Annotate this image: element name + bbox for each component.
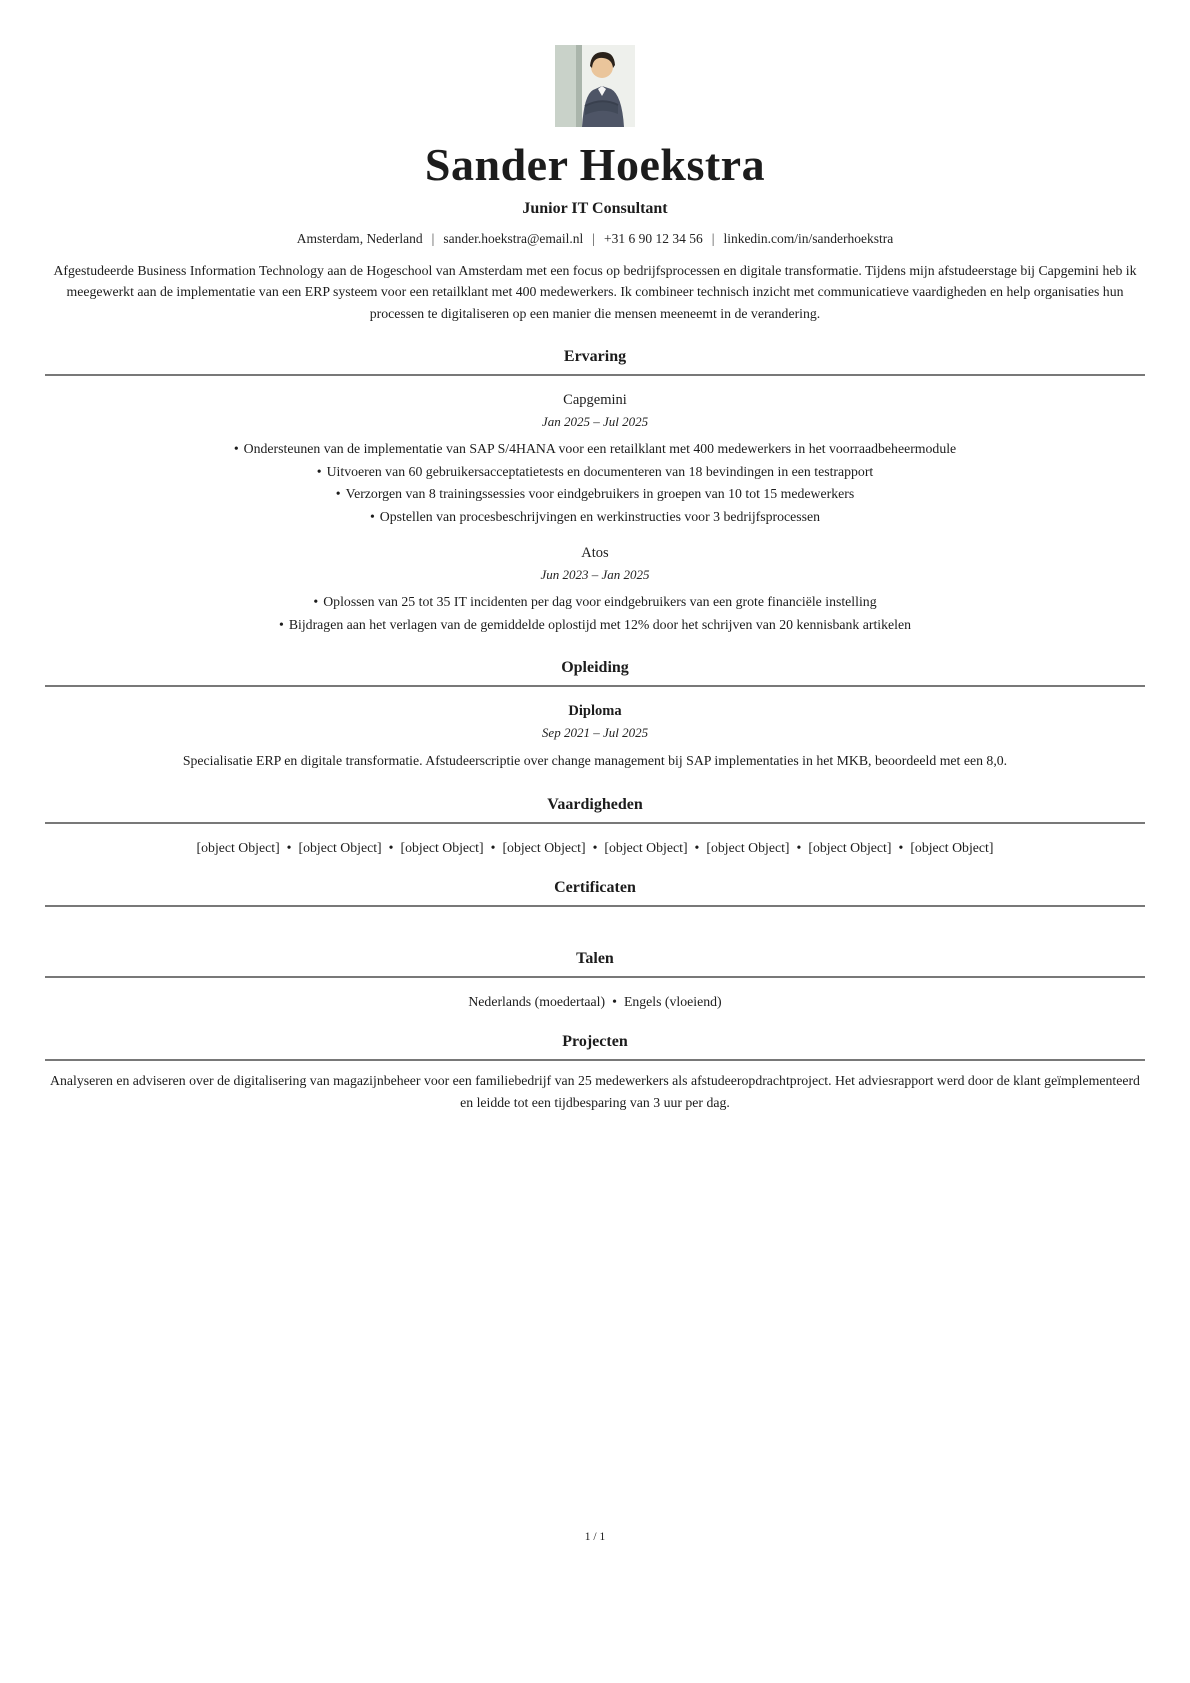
job-bullet	[45, 438, 1145, 461]
pipe-separator: |	[592, 230, 595, 246]
job-bullet-list	[45, 591, 1145, 637]
degree-name: Diploma	[568, 703, 622, 720]
bullet-glyph: •	[278, 616, 284, 632]
job-bullet-text: Uitvoeren van 60 gebruikersacceptatietests en documenteren van 18 bevindingen in een testrapport	[326, 463, 874, 479]
section-heading-opleiding: Opleiding	[45, 659, 1145, 687]
contact-location: Amsterdam, Nederland	[296, 230, 423, 246]
bullet-separator: •	[612, 993, 617, 1009]
section-vaardigheden	[45, 796, 1145, 856]
job-bullet	[45, 461, 1145, 484]
job-bullet-list	[45, 438, 1145, 529]
job-title: Junior IT Consultant	[522, 199, 668, 217]
contact-email: sander.hoekstra@email.nl	[443, 230, 584, 246]
page-number: 1 / 1	[584, 1531, 606, 1543]
job-bullet	[45, 614, 1145, 637]
bullet-glyph: •	[233, 440, 239, 456]
profile-photo	[555, 45, 635, 127]
job-bullet-text: Opstellen van procesbeschrijvingen en werkinstructies voor 3 bedrijfsprocessen	[379, 509, 821, 525]
bullet-glyph: •	[316, 463, 322, 479]
pipe-separator: |	[711, 230, 715, 246]
summary-text: Afgestudeerde Business Information Technology aan de Hogeschool van Amsterdam met een focus op bedrijfsprocessen en digitale transformatie. Tijdens mijn afstudeerstage bij Capgemini heb ik meegewerkt aan de implementatie van een ERP systeem voor een retailklant met 400 medewerkers. Ik combineer technisch inzicht met communicatieve vaardigheden en help organisaties hun processen te digitaliseren op een manier die mensen meeneemt in de verandering.	[53, 262, 1137, 322]
language-item: Engels (vloeiend)	[623, 993, 722, 1009]
bullet-glyph: •	[369, 509, 375, 525]
job-bullet	[45, 591, 1145, 614]
job-bullet	[45, 506, 1145, 529]
project-description: Analyseren en adviseren over de digitalisering van magazijnbeheer voor een familiebedrijf van 25 medewerkers als afstudeeropdrachtproject. Het adviesrapport werd door de klant geïmplementeerd en leidde tot een tijdbesparing van 3 uur per dag.	[50, 1072, 1140, 1110]
bullet-separator: •	[796, 839, 802, 855]
bullet-separator: •	[388, 839, 394, 855]
job-bullet-text: Bijdragen aan het verlagen van de gemiddelde oplostijd met 12% door het schrijven van 20 kennisbank artikelen	[288, 616, 912, 632]
job-dates: Jun 2023 – Jan 2025	[540, 566, 650, 582]
skill-item: [object Object]	[502, 839, 586, 855]
contact-line	[45, 231, 1145, 247]
languages-list	[45, 994, 1145, 1010]
skills-list	[45, 840, 1145, 856]
education-dates: Sep 2021 – Jul 2025	[541, 725, 649, 741]
skill-item: [object Object]	[808, 839, 892, 855]
bullet-separator: •	[592, 839, 598, 855]
education-description: Specialisatie ERP en digitale transformatie. Afstudeerscriptie over change management bij SAP implementaties in het MKB, beoordeeld met een 8,0.	[182, 753, 1008, 769]
section-projecten	[45, 1033, 1145, 1114]
bullet-separator: •	[694, 839, 700, 855]
candidate-name: Sander Hoekstra	[424, 139, 766, 190]
section-heading-ervaring: Ervaring	[45, 348, 1145, 376]
job-entry-atos	[45, 545, 1145, 637]
pipe-separator: |	[431, 230, 435, 246]
section-heading-projecten: Projecten	[45, 1033, 1145, 1061]
job-dates: Jan 2025 – Jul 2025	[541, 413, 649, 429]
skill-item: [object Object]	[400, 839, 484, 855]
bullet-glyph: •	[313, 593, 319, 609]
job-entry-capgemini	[45, 392, 1145, 529]
job-bullet-text: Ondersteunen van de implementatie van SAP S/4HANA voor een retailklant met 400 medewerkers in het voorraadbeheermodule	[243, 440, 957, 456]
section-ervaring	[45, 348, 1145, 637]
contact-linkedin: linkedin.com/in/sanderhoekstra	[723, 230, 894, 246]
certificaten-empty-space	[45, 907, 1145, 927]
skill-item: [object Object]	[910, 839, 994, 855]
job-bullet-text: Oplossen van 25 tot 35 IT incidenten per dag voor eindgebruikers van een grote financiële instelling	[323, 593, 877, 609]
skill-item: [object Object]	[298, 839, 382, 855]
bullet-separator: •	[898, 839, 904, 855]
section-opleiding	[45, 659, 1145, 772]
company-name: Capgemini	[563, 391, 627, 408]
section-certificaten	[45, 879, 1145, 927]
section-heading-vaardigheden: Vaardigheden	[45, 796, 1145, 824]
bullet-separator: •	[490, 839, 496, 855]
bullet-separator: •	[286, 839, 292, 855]
bullet-glyph: •	[335, 486, 341, 502]
job-bullet-text: Verzorgen van 8 trainingssessies voor eindgebruikers in groepen van 10 tot 15 medewerkers	[345, 486, 855, 502]
skill-item: [object Object]	[196, 839, 280, 855]
skill-item: [object Object]	[706, 839, 790, 855]
skill-item: [object Object]	[604, 839, 688, 855]
job-bullet	[45, 483, 1145, 506]
contact-phone: +31 6 90 12 34 56	[603, 230, 703, 246]
section-heading-certificaten: Certificaten	[45, 879, 1145, 907]
language-item: Nederlands (moedertaal)	[468, 993, 606, 1009]
section-talen	[45, 950, 1145, 1010]
profile-photo-image	[555, 45, 635, 127]
company-name: Atos	[581, 544, 609, 561]
section-heading-talen: Talen	[45, 950, 1145, 978]
